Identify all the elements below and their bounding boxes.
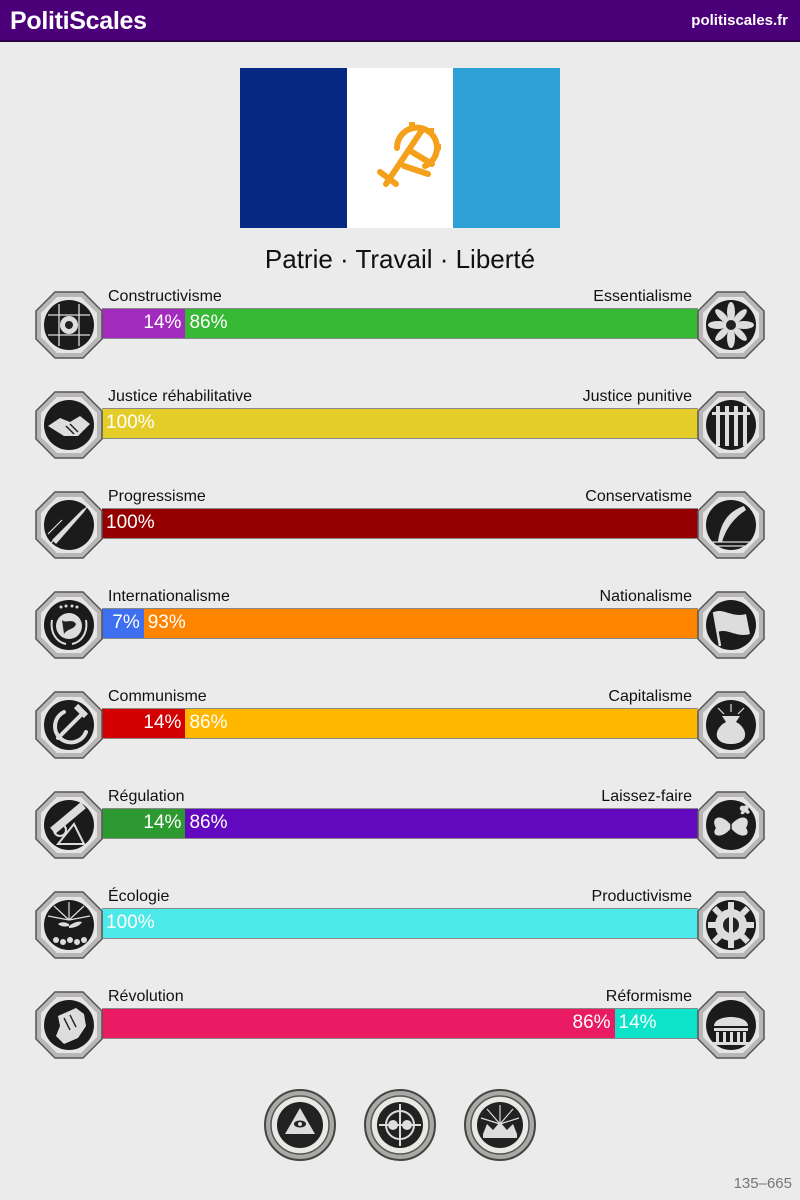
compass-rose-badge-icon[interactable] xyxy=(363,1088,437,1162)
parliament-icon[interactable] xyxy=(696,990,766,1060)
prison-bars-icon[interactable] xyxy=(696,390,766,460)
bar-segment xyxy=(102,309,185,338)
axis-right-label: Justice punitive xyxy=(582,388,692,405)
flower-icon[interactable] xyxy=(696,290,766,360)
axis-right-label: Conservatisme xyxy=(585,488,692,505)
sprout-sun-icon[interactable] xyxy=(34,890,104,960)
bar-segment xyxy=(102,409,698,438)
segment-percent: 100% xyxy=(106,412,155,433)
segment-percent: 93% xyxy=(147,612,186,633)
segment-percent: 86% xyxy=(189,312,228,333)
waving-flag-icon[interactable] xyxy=(696,590,766,660)
axis-row xyxy=(0,888,800,968)
segment-percent: 7% xyxy=(112,612,140,633)
segment-percent: 86% xyxy=(189,712,228,733)
axis-bar xyxy=(102,708,698,739)
badges-row xyxy=(0,1088,800,1162)
ruler-shapes-icon[interactable] xyxy=(34,790,104,860)
bar-segment xyxy=(102,909,698,938)
segment-percent: 100% xyxy=(106,512,155,533)
bar-segment xyxy=(185,309,698,338)
axis-row xyxy=(0,588,800,668)
bar-segment xyxy=(102,809,185,838)
axis-right-label: Productivisme xyxy=(591,888,692,905)
axis-right-label: Nationalisme xyxy=(599,588,692,605)
axis-right-label: Réformisme xyxy=(605,988,692,1005)
axis-row xyxy=(0,788,800,868)
pyramid-eye-badge-icon[interactable] xyxy=(263,1088,337,1162)
axis-row xyxy=(0,288,800,368)
axis-right-label: Essentialisme xyxy=(593,288,692,305)
handshake-icon[interactable] xyxy=(34,390,104,460)
globe-laurel-icon[interactable] xyxy=(34,590,104,660)
axis-left-label: Justice réhabilitative xyxy=(108,388,253,405)
segment-percent: 14% xyxy=(143,712,182,733)
bar-segment xyxy=(615,1009,698,1038)
bar-segment xyxy=(102,609,144,638)
axis-bar xyxy=(102,1008,698,1039)
brand-title[interactable]: PolitiScales xyxy=(10,7,147,35)
flag-stripe-right xyxy=(453,68,560,228)
segment-percent: 86% xyxy=(189,812,228,833)
axis-left-label: Écologie xyxy=(108,888,170,905)
bar-segment xyxy=(102,709,185,738)
axis-right-label: Laissez-faire xyxy=(601,788,692,805)
axis-left-label: Communisme xyxy=(108,688,207,705)
quill-icon[interactable] xyxy=(696,490,766,560)
axis-bar xyxy=(102,808,698,839)
axis-row xyxy=(0,488,800,568)
axis-row xyxy=(0,688,800,768)
money-bag-icon[interactable] xyxy=(696,690,766,760)
bar-segment xyxy=(185,809,698,838)
axis-bar xyxy=(102,508,698,539)
gear-trident-emblem-icon xyxy=(352,114,452,194)
footer-id: 135–665 xyxy=(733,1175,792,1192)
slogan: Patrie · Travail · Liberté xyxy=(264,244,536,274)
axis-left-label: Régulation xyxy=(108,788,185,805)
hammer-sickle-icon[interactable] xyxy=(34,690,104,760)
result-flag xyxy=(240,68,560,228)
eye-in-grid-icon[interactable] xyxy=(34,290,104,360)
bar-segment xyxy=(144,609,698,638)
axis-bar xyxy=(102,408,698,439)
segment-percent: 14% xyxy=(143,312,182,333)
bar-segment xyxy=(102,509,698,538)
gear-icon[interactable] xyxy=(696,890,766,960)
axis-row xyxy=(0,988,800,1068)
bar-segment xyxy=(185,709,698,738)
flag-stripe-left xyxy=(240,68,347,228)
site-link[interactable]: politiscales.fr xyxy=(691,12,788,29)
axis-left-label: Révolution xyxy=(108,988,184,1005)
axis-right-label: Capitalisme xyxy=(608,688,692,705)
segment-percent: 14% xyxy=(143,812,182,833)
axis-row xyxy=(0,388,800,468)
raised-fist-icon[interactable] xyxy=(34,990,104,1060)
segment-percent: 100% xyxy=(106,912,155,933)
rocket-icon[interactable] xyxy=(34,490,104,560)
segment-percent: 86% xyxy=(572,1012,611,1033)
segment-percent: 14% xyxy=(618,1012,657,1033)
axis-left-label: Constructivisme xyxy=(108,288,222,305)
crown-badge-icon[interactable] xyxy=(463,1088,537,1162)
header-bar xyxy=(0,0,800,42)
axis-bar xyxy=(102,608,698,639)
butterflies-icon[interactable] xyxy=(696,790,766,860)
bar-segment xyxy=(102,1009,615,1038)
axis-left-label: Progressisme xyxy=(108,488,206,505)
axis-bar xyxy=(102,308,698,339)
axis-bar xyxy=(102,908,698,939)
axis-left-label: Internationalisme xyxy=(108,588,230,605)
